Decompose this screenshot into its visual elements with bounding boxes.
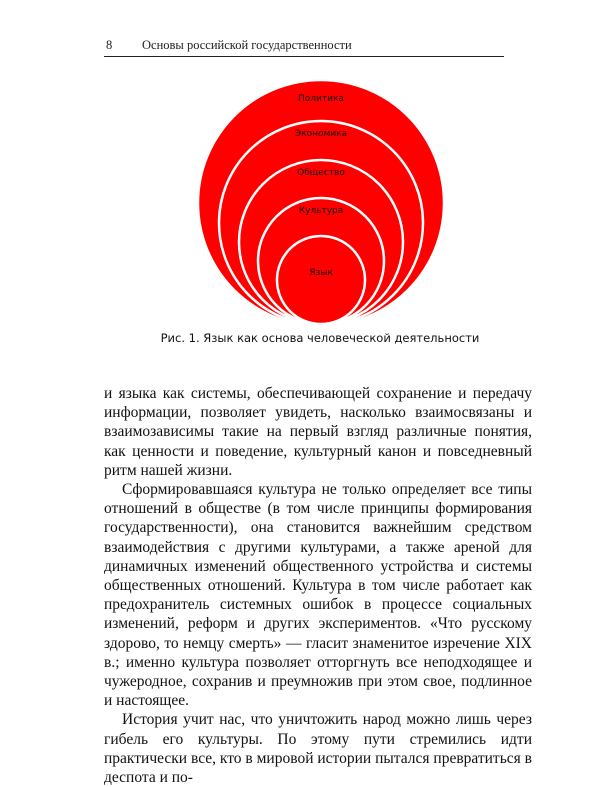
paragraph: и языка как системы, обеспечивающей сохранение и передачу информации, позволяет увидеть, насколько взаимосвязаны и взаимозависимы такие на первый взгляд различные понятия, как ценности и поведение, культурный канон и повседневный ритм нашей жизни. bbox=[104, 385, 532, 479]
ring-label-culture: Культура bbox=[298, 206, 344, 216]
running-head bbox=[104, 38, 504, 57]
ring-label-economy: Экономика bbox=[294, 129, 348, 139]
ring-label-society: Общество bbox=[297, 168, 345, 178]
nested-circles-diagram bbox=[196, 78, 446, 328]
paragraph: История учит нас, что уничтожить народ можно лишь через гибель его культуры. По этому пути стремились идти практически все, кто в мировой истории пытался превратиться в деспота и по- bbox=[104, 711, 532, 787]
paragraph: Сформировавшаяся культура не только определяет все типы отношений в обществе (в том числе принципы формирования государственности), она становится важнейшим средством взаимодействия с другими культурами, а также ареной для динамичных изменений общественного устройства и системы общественных отношений. Культура в том числе работает как предохранитель системных ошибок в процессе социальных изменений, реформ и других экспериментов. «Что русскому здорово, то немцу смерть» — гласит знаменитое изречение XIX в.; именно культура позволяет отторгнуть все неподходящее и чужеродное, сохранив и преумножив при этом свое, подлинное и настоящее. bbox=[104, 481, 532, 710]
nested-circles-figure bbox=[196, 78, 446, 328]
ring-label-politics: Политика bbox=[298, 94, 344, 104]
running-title: Основы российской государственности bbox=[142, 38, 352, 52]
figure-caption: Рис. 1. Язык как основа человеческой деятельности bbox=[160, 331, 480, 345]
page-number: 8 bbox=[106, 38, 113, 52]
ring-language bbox=[277, 236, 365, 324]
body-text bbox=[104, 384, 532, 787]
ring-label-language: Язык bbox=[309, 268, 333, 278]
